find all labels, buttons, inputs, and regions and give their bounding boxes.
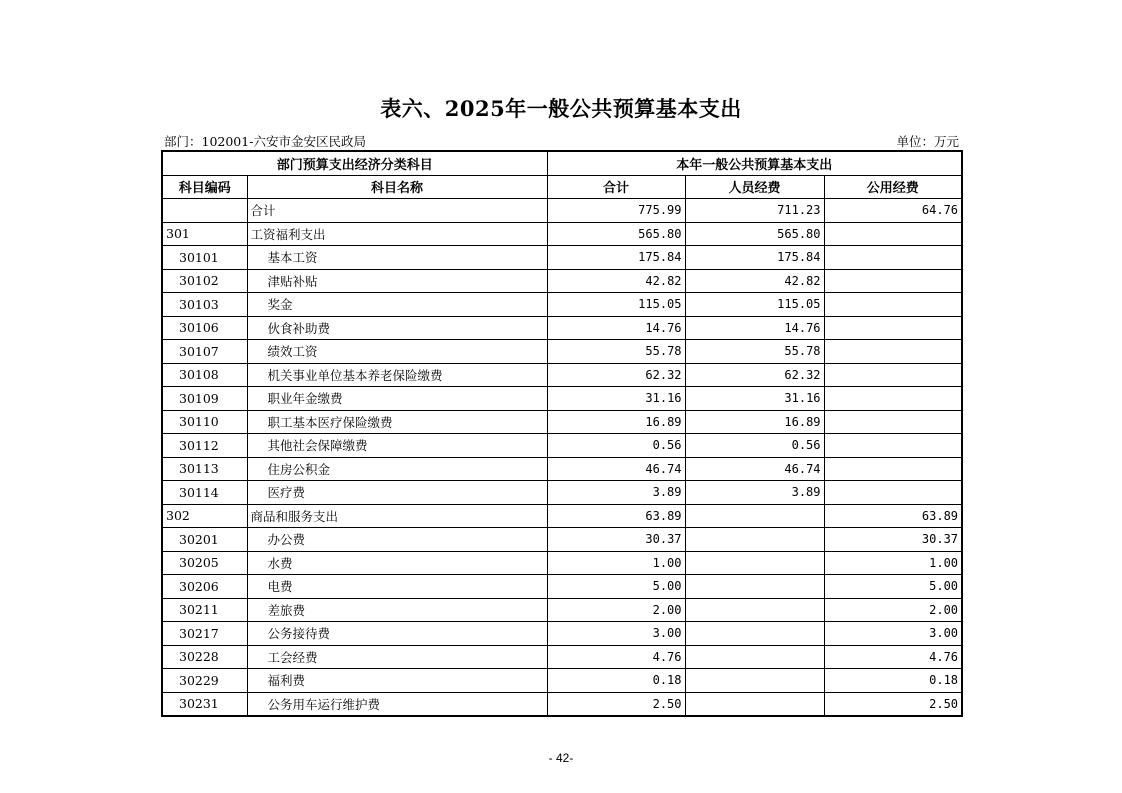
row-total: 14.76: [547, 316, 685, 340]
row-total: 2.00: [547, 598, 685, 622]
row-total: 5.00: [547, 575, 685, 599]
row-public: 63.89: [824, 504, 962, 528]
row-code: 30102: [162, 269, 247, 293]
row-total: 63.89: [547, 504, 685, 528]
row-public: 2.50: [824, 692, 962, 716]
row-total: 42.82: [547, 269, 685, 293]
row-personnel: 711.23: [685, 199, 824, 223]
table-row: [162, 434, 962, 458]
row-total: 2.50: [547, 692, 685, 716]
row-public: [824, 410, 962, 434]
row-personnel: 55.78: [685, 340, 824, 364]
table-row: [162, 316, 962, 340]
row-personnel: [685, 504, 824, 528]
row-name: 工资福利支出: [247, 222, 547, 246]
row-name: 其他社会保障缴费: [247, 434, 547, 458]
row-total: 1.00: [547, 551, 685, 575]
row-personnel: [685, 551, 824, 575]
table-row: [162, 504, 962, 528]
row-code: 30112: [162, 434, 247, 458]
row-public: 5.00: [824, 575, 962, 599]
table-row: [162, 199, 962, 223]
row-total: 30.37: [547, 528, 685, 552]
row-code: 30103: [162, 293, 247, 317]
row-public: [824, 434, 962, 458]
row-total: 16.89: [547, 410, 685, 434]
row-public: [824, 387, 962, 411]
row-code: 30206: [162, 575, 247, 599]
row-personnel: [685, 692, 824, 716]
row-code: 30106: [162, 316, 247, 340]
table-row: [162, 622, 962, 646]
row-personnel: 31.16: [685, 387, 824, 411]
row-code: 302: [162, 504, 247, 528]
row-public: 3.00: [824, 622, 962, 646]
row-public: [824, 293, 962, 317]
row-personnel: [685, 669, 824, 693]
table-row: [162, 692, 962, 716]
row-total: 4.76: [547, 645, 685, 669]
header-public: 公用经费: [824, 175, 962, 199]
row-personnel: 46.74: [685, 457, 824, 481]
row-personnel: [685, 645, 824, 669]
row-name: 合计: [247, 199, 547, 223]
row-public: [824, 246, 962, 270]
header-group-right: 本年一般公共预算基本支出: [547, 151, 962, 175]
table-row: [162, 246, 962, 270]
table-row: [162, 481, 962, 505]
table-row: [162, 222, 962, 246]
page-number: - 42-: [548, 751, 574, 765]
header-total: 合计: [547, 175, 685, 199]
row-public: [824, 481, 962, 505]
row-code: 30228: [162, 645, 247, 669]
row-public: [824, 457, 962, 481]
row-public: [824, 316, 962, 340]
row-name: 电费: [247, 575, 547, 599]
row-name: 差旅费: [247, 598, 547, 622]
row-code: 30201: [162, 528, 247, 552]
row-name: 福利费: [247, 669, 547, 693]
table-row: [162, 293, 962, 317]
row-public: 30.37: [824, 528, 962, 552]
row-code: 30229: [162, 669, 247, 693]
row-name: 公务用车运行维护费: [247, 692, 547, 716]
row-code: 30107: [162, 340, 247, 364]
row-code: 30101: [162, 246, 247, 270]
row-total: 115.05: [547, 293, 685, 317]
row-personnel: 115.05: [685, 293, 824, 317]
row-public: 4.76: [824, 645, 962, 669]
row-public: [824, 269, 962, 293]
table-row: [162, 528, 962, 552]
row-code: 30205: [162, 551, 247, 575]
table-row: [162, 269, 962, 293]
row-personnel: 62.32: [685, 363, 824, 387]
row-code: 30110: [162, 410, 247, 434]
row-name: 职业年金缴费: [247, 387, 547, 411]
row-name: 商品和服务支出: [247, 504, 547, 528]
table-body: [162, 199, 962, 717]
row-name: 奖金: [247, 293, 547, 317]
table-row: [162, 575, 962, 599]
row-personnel: [685, 528, 824, 552]
header-group-row: [162, 151, 962, 175]
row-name: 伙食补助费: [247, 316, 547, 340]
row-name: 医疗费: [247, 481, 547, 505]
row-total: 3.89: [547, 481, 685, 505]
header-personnel: 人员经费: [685, 175, 824, 199]
row-name: 绩效工资: [247, 340, 547, 364]
row-code: 30113: [162, 457, 247, 481]
row-code: 30231: [162, 692, 247, 716]
row-total: 46.74: [547, 457, 685, 481]
row-public: 64.76: [824, 199, 962, 223]
row-public: [824, 363, 962, 387]
row-code: 30108: [162, 363, 247, 387]
table-row: [162, 363, 962, 387]
row-code: [162, 199, 247, 223]
row-public: [824, 340, 962, 364]
row-total: 0.18: [547, 669, 685, 693]
row-personnel: 565.80: [685, 222, 824, 246]
header-code: 科目编码: [162, 175, 247, 199]
row-name: 水费: [247, 551, 547, 575]
row-personnel: 0.56: [685, 434, 824, 458]
row-personnel: 3.89: [685, 481, 824, 505]
table-row: [162, 340, 962, 364]
row-total: 175.84: [547, 246, 685, 270]
table-row: [162, 457, 962, 481]
header-column-row: [162, 175, 962, 199]
row-name: 基本工资: [247, 246, 547, 270]
table-row: [162, 645, 962, 669]
row-total: 62.32: [547, 363, 685, 387]
row-code: 30211: [162, 598, 247, 622]
row-personnel: [685, 622, 824, 646]
table-row: [162, 551, 962, 575]
row-public: 0.18: [824, 669, 962, 693]
row-public: 2.00: [824, 598, 962, 622]
row-personnel: 14.76: [685, 316, 824, 340]
budget-table: [161, 150, 963, 717]
unit-label: 单位：万元: [896, 134, 959, 149]
row-code: 30114: [162, 481, 247, 505]
row-name: 工会经费: [247, 645, 547, 669]
page-title: 表六、2025年一般公共预算基本支出: [380, 96, 742, 121]
row-name: 津贴补贴: [247, 269, 547, 293]
row-public: [824, 222, 962, 246]
row-code: 30217: [162, 622, 247, 646]
row-name: 住房公积金: [247, 457, 547, 481]
row-name: 机关事业单位基本养老保险缴费: [247, 363, 547, 387]
row-personnel: 42.82: [685, 269, 824, 293]
row-total: 0.56: [547, 434, 685, 458]
header-name: 科目名称: [247, 175, 547, 199]
row-personnel: [685, 575, 824, 599]
row-public: 1.00: [824, 551, 962, 575]
row-total: 775.99: [547, 199, 685, 223]
row-code: 301: [162, 222, 247, 246]
department-label: 部门：102001-六安市金安区民政局: [164, 134, 366, 149]
table-row: [162, 598, 962, 622]
row-code: 30109: [162, 387, 247, 411]
table-row: [162, 669, 962, 693]
header-group-left: 部门预算支出经济分类科目: [162, 151, 547, 175]
row-name: 公务接待费: [247, 622, 547, 646]
row-name: 职工基本医疗保险缴费: [247, 410, 547, 434]
row-personnel: 16.89: [685, 410, 824, 434]
row-total: 31.16: [547, 387, 685, 411]
row-personnel: 175.84: [685, 246, 824, 270]
table-row: [162, 387, 962, 411]
row-name: 办公费: [247, 528, 547, 552]
row-total: 55.78: [547, 340, 685, 364]
row-total: 3.00: [547, 622, 685, 646]
table-row: [162, 410, 962, 434]
row-personnel: [685, 598, 824, 622]
row-total: 565.80: [547, 222, 685, 246]
